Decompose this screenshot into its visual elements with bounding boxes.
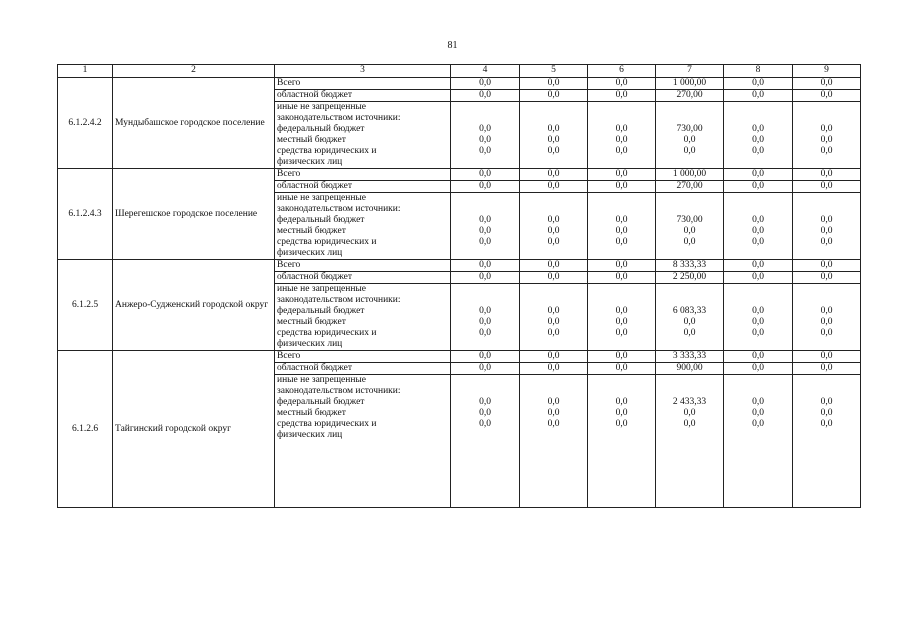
local-value: 0,0 <box>615 226 628 236</box>
value-cell: 0,0 <box>793 181 861 193</box>
legal-label-line: средства юридических и <box>277 237 377 247</box>
federal-value: 2 433,33 <box>672 397 707 407</box>
other-label-line: законодательством источники: <box>277 113 401 123</box>
header-cell: 3 <box>275 65 451 78</box>
value-cell: 0,0 <box>520 351 588 363</box>
value-cell <box>724 375 793 508</box>
legal-label-line: физических лиц <box>277 430 343 440</box>
value-cell: 0,0 <box>520 169 588 181</box>
value-cell: 0,0 <box>451 272 520 284</box>
legal-value: 0,0 <box>820 146 833 156</box>
source-label-total: Всего <box>275 351 451 363</box>
value-cell <box>656 284 724 351</box>
source-label-other <box>275 102 451 169</box>
local-value: 0,0 <box>683 226 696 236</box>
legal-value: 0,0 <box>683 419 696 429</box>
source-label-other <box>275 193 451 260</box>
legal-value: 0,0 <box>615 146 628 156</box>
header-cell: 5 <box>520 65 588 78</box>
local-value: 0,0 <box>547 135 560 145</box>
legal-label-line: физических лиц <box>277 248 343 258</box>
local-label: местный бюджет <box>277 408 346 418</box>
other-label-line: иные не запрещенные <box>277 193 367 203</box>
source-label-other <box>275 284 451 351</box>
local-value: 0,0 <box>547 408 560 418</box>
value-cell: 0,0 <box>724 78 793 90</box>
federal-value: 6 083,33 <box>672 306 707 316</box>
legal-label-line: средства юридических и <box>277 328 377 338</box>
value-cell <box>520 375 588 508</box>
page-number: 81 <box>447 40 458 51</box>
value-cell <box>520 102 588 169</box>
local-value: 0,0 <box>683 408 696 418</box>
value-cell: 0,0 <box>451 363 520 375</box>
federal-value: 0,0 <box>752 124 764 134</box>
federal-value: 0,0 <box>547 397 560 407</box>
legal-value: 0,0 <box>479 146 491 156</box>
legal-value: 0,0 <box>479 419 491 429</box>
header-row <box>58 65 861 78</box>
federal-value: 0,0 <box>615 397 628 407</box>
legal-value: 0,0 <box>547 146 560 156</box>
table-row-total <box>58 78 861 90</box>
legal-value: 0,0 <box>547 419 560 429</box>
local-value: 0,0 <box>752 408 764 418</box>
section-code: 6.1.2.5 <box>58 260 113 351</box>
local-value: 0,0 <box>547 317 560 327</box>
value-cell: 0,0 <box>520 78 588 90</box>
value-cell <box>793 284 861 351</box>
local-value: 0,0 <box>615 135 628 145</box>
value-cell <box>793 193 861 260</box>
value-cell <box>588 102 656 169</box>
header-cell: 9 <box>793 65 861 78</box>
value-cell: 0,0 <box>520 260 588 272</box>
value-cell: 0,0 <box>588 181 656 193</box>
legal-value: 0,0 <box>752 237 764 247</box>
source-label-regional: областной бюджет <box>275 90 451 102</box>
section-code: 6.1.2.4.2 <box>58 78 113 169</box>
legal-value: 0,0 <box>615 237 628 247</box>
value-cell: 0,0 <box>793 351 861 363</box>
local-value: 0,0 <box>683 317 696 327</box>
value-cell <box>724 284 793 351</box>
table-row-total <box>58 351 861 363</box>
section-name: Мундыбашское городское поселение <box>113 78 275 169</box>
header-cell: 7 <box>656 65 724 78</box>
value-cell: 1 000,00 <box>656 78 724 90</box>
federal-value: 0,0 <box>820 215 833 225</box>
local-value: 0,0 <box>479 408 491 418</box>
legal-value: 0,0 <box>683 328 696 338</box>
value-cell: 0,0 <box>451 169 520 181</box>
federal-value: 0,0 <box>615 306 628 316</box>
source-label-regional: областной бюджет <box>275 363 451 375</box>
value-cell: 270,00 <box>656 90 724 102</box>
value-cell: 0,0 <box>793 90 861 102</box>
federal-value: 730,00 <box>676 124 703 134</box>
value-cell: 0,0 <box>451 78 520 90</box>
legal-value: 0,0 <box>752 328 764 338</box>
value-cell: 0,0 <box>520 181 588 193</box>
local-value: 0,0 <box>615 317 628 327</box>
local-value: 0,0 <box>615 408 628 418</box>
source-label-total: Всего <box>275 78 451 90</box>
value-cell: 270,00 <box>656 181 724 193</box>
federal-value: 0,0 <box>820 397 833 407</box>
source-label-total: Всего <box>275 260 451 272</box>
value-cell <box>656 193 724 260</box>
value-cell: 0,0 <box>793 260 861 272</box>
local-value: 0,0 <box>820 226 833 236</box>
value-cell: 0,0 <box>793 169 861 181</box>
value-cell <box>793 375 861 508</box>
value-cell: 0,0 <box>588 260 656 272</box>
value-cell: 0,0 <box>451 181 520 193</box>
other-label-line: иные не запрещенные <box>277 284 367 294</box>
other-label-line: иные не запрещенные <box>277 375 367 385</box>
legal-value: 0,0 <box>683 146 696 156</box>
value-cell: 0,0 <box>724 260 793 272</box>
value-cell <box>588 284 656 351</box>
value-cell: 0,0 <box>793 363 861 375</box>
other-label-line: законодательством источники: <box>277 295 401 305</box>
value-cell: 0,0 <box>724 272 793 284</box>
federal-label: федеральный бюджет <box>277 215 365 225</box>
local-value: 0,0 <box>820 135 833 145</box>
federal-value: 0,0 <box>752 306 764 316</box>
value-cell: 0,0 <box>724 90 793 102</box>
federal-label: федеральный бюджет <box>277 306 365 316</box>
federal-value: 730,00 <box>676 215 703 225</box>
local-value: 0,0 <box>683 135 696 145</box>
local-value: 0,0 <box>479 226 491 236</box>
section-name: Анжеро-Судженский городской округ <box>113 260 275 351</box>
section-name: Тайгинский городской округ <box>113 351 275 508</box>
value-cell: 3 333,33 <box>656 351 724 363</box>
table-row-total <box>58 169 861 181</box>
value-cell <box>451 284 520 351</box>
value-cell: 0,0 <box>588 351 656 363</box>
value-cell: 0,0 <box>520 272 588 284</box>
legal-label-line: физических лиц <box>277 339 343 349</box>
value-cell <box>451 102 520 169</box>
other-label-line: иные не запрещенные <box>277 102 367 112</box>
source-label-regional: областной бюджет <box>275 181 451 193</box>
federal-value: 0,0 <box>752 397 764 407</box>
federal-value: 0,0 <box>479 215 491 225</box>
value-cell: 0,0 <box>724 363 793 375</box>
value-cell: 0,0 <box>520 90 588 102</box>
federal-value: 0,0 <box>479 124 491 134</box>
federal-value: 0,0 <box>820 306 833 316</box>
section-code: 6.1.2.4.3 <box>58 169 113 260</box>
local-label: местный бюджет <box>277 226 346 236</box>
local-label: местный бюджет <box>277 135 346 145</box>
legal-label-line: физических лиц <box>277 157 343 167</box>
federal-value: 0,0 <box>752 215 764 225</box>
header-cell: 2 <box>113 65 275 78</box>
legal-value: 0,0 <box>547 237 560 247</box>
value-cell: 0,0 <box>724 351 793 363</box>
local-value: 0,0 <box>479 135 491 145</box>
value-cell <box>656 102 724 169</box>
other-label-line: законодательством источники: <box>277 204 401 214</box>
legal-value: 0,0 <box>615 419 628 429</box>
value-cell <box>520 284 588 351</box>
value-cell: 0,0 <box>793 78 861 90</box>
value-cell: 0,0 <box>588 272 656 284</box>
value-cell: 0,0 <box>451 351 520 363</box>
value-cell: 0,0 <box>588 363 656 375</box>
local-value: 0,0 <box>820 408 833 418</box>
legal-value: 0,0 <box>820 237 833 247</box>
local-value: 0,0 <box>752 317 764 327</box>
value-cell: 0,0 <box>451 260 520 272</box>
local-value: 0,0 <box>820 317 833 327</box>
local-value: 0,0 <box>752 226 764 236</box>
value-cell <box>451 193 520 260</box>
value-cell <box>451 375 520 508</box>
value-cell: 8 333,33 <box>656 260 724 272</box>
federal-value: 0,0 <box>547 306 560 316</box>
legal-value: 0,0 <box>479 237 491 247</box>
federal-value: 0,0 <box>547 124 560 134</box>
legal-value: 0,0 <box>547 328 560 338</box>
section-name: Шерегешское городское поселение <box>113 169 275 260</box>
value-cell: 0,0 <box>588 169 656 181</box>
legal-value: 0,0 <box>615 328 628 338</box>
federal-value: 0,0 <box>615 215 628 225</box>
table-body <box>58 65 861 508</box>
header-cell: 4 <box>451 65 520 78</box>
value-cell <box>588 193 656 260</box>
value-cell: 0,0 <box>588 90 656 102</box>
value-cell: 1 000,00 <box>656 169 724 181</box>
value-cell <box>793 102 861 169</box>
value-cell: 900,00 <box>656 363 724 375</box>
value-cell: 0,0 <box>724 181 793 193</box>
legal-value: 0,0 <box>752 419 764 429</box>
federal-value: 0,0 <box>479 306 491 316</box>
local-value: 0,0 <box>547 226 560 236</box>
federal-value: 0,0 <box>479 397 491 407</box>
source-label-total: Всего <box>275 169 451 181</box>
local-value: 0,0 <box>479 317 491 327</box>
header-cell: 1 <box>58 65 113 78</box>
section-code: 6.1.2.6 <box>58 351 113 508</box>
local-value: 0,0 <box>752 135 764 145</box>
legal-value: 0,0 <box>752 146 764 156</box>
legal-value: 0,0 <box>820 328 833 338</box>
source-label-other <box>275 375 451 508</box>
value-cell <box>588 375 656 508</box>
table-row-total <box>58 260 861 272</box>
federal-label: федеральный бюджет <box>277 124 365 134</box>
local-label: местный бюджет <box>277 317 346 327</box>
legal-label-line: средства юридических и <box>277 419 377 429</box>
value-cell <box>520 193 588 260</box>
value-cell: 0,0 <box>588 78 656 90</box>
federal-value: 0,0 <box>615 124 628 134</box>
header-cell: 8 <box>724 65 793 78</box>
budget-table <box>57 64 861 508</box>
legal-label-line: средства юридических и <box>277 146 377 156</box>
federal-label: федеральный бюджет <box>277 397 365 407</box>
value-cell <box>724 102 793 169</box>
value-cell: 0,0 <box>520 363 588 375</box>
legal-value: 0,0 <box>479 328 491 338</box>
value-cell: 0,0 <box>724 169 793 181</box>
header-cell: 6 <box>588 65 656 78</box>
federal-value: 0,0 <box>820 124 833 134</box>
value-cell: 0,0 <box>451 90 520 102</box>
value-cell <box>724 193 793 260</box>
legal-value: 0,0 <box>683 237 696 247</box>
legal-value: 0,0 <box>820 419 833 429</box>
value-cell <box>656 375 724 508</box>
value-cell: 2 250,00 <box>656 272 724 284</box>
federal-value: 0,0 <box>547 215 560 225</box>
source-label-regional: областной бюджет <box>275 272 451 284</box>
value-cell: 0,0 <box>793 272 861 284</box>
other-label-line: законодательством источники: <box>277 386 401 396</box>
